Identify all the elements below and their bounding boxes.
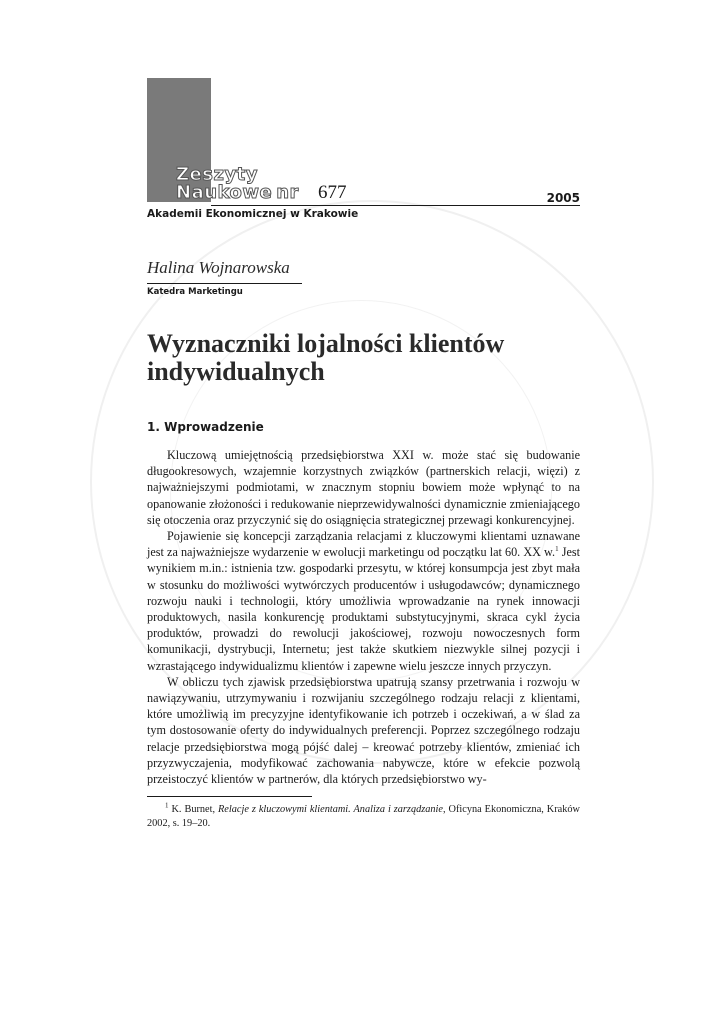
publisher-name: Akademii Ekonomicznej w Krakowie xyxy=(147,208,359,220)
paragraph: W obliczu tych zjawisk przedsiębiorstwa upatrują szansy przetrwania i rozwoju w nawiązywaniu, utrzymywaniu i rozwijaniu szczególnego rodzaju relacji z klientami, które umożliwią im precyzyjne identyfikowanie ich potrzeb i oczekiwań, a w ślad za tym dostosowanie oferty do indywidualnych preferencji. Poprzez szczególnego rodzaju relacje przedsiębiorstwa mogą pójść dalej – kreować potrzeby klientów, zmieniać ich przyzwyczajenia, modyfikować zachowania nabywcze, które w efekcie pozwolą przeistoczyć klientów w partnerów, dla których przedsiębiorstwo wy- xyxy=(147,674,580,787)
footnote-work-title: Relacje z kluczowymi klientami. Analiza i zarządzanie xyxy=(218,804,443,815)
paragraph-part: Pojawienie się koncepcji zarządzania relacjami z kluczowymi klientami uznawane jest za najważniejsze wydarzenie w ewolucji marketingu od początku lat 60. XX w. xyxy=(147,529,580,560)
footnote xyxy=(147,803,580,831)
section-heading: 1. Wprowadzenie xyxy=(147,420,264,434)
series-title-line2 xyxy=(176,182,299,203)
author-divider xyxy=(147,283,302,284)
header-divider xyxy=(211,205,580,206)
series-number: 677 xyxy=(318,182,347,203)
footnote-reference: 1 xyxy=(555,545,559,554)
footnote-marker: 1 xyxy=(165,801,169,810)
series-title-word: Naukowe xyxy=(176,182,273,203)
series-title-line1: Zeszyty xyxy=(176,164,259,185)
article-title: Wyznaczniki lojalności klientów indywidualnych xyxy=(147,329,505,386)
series-nr-label: nr xyxy=(276,182,299,203)
paragraph-part: Jest wynikiem m.in.: istnienia tzw. gospodarki przesytu, w której konsumpcja jest zbyt mała w stosunku do możliwości wytwórczych producentów i usługodawców; dynamicznego rozwoju nauki i technologii, który umożliwia wprowadzanie na rynek innowacji produktowych, nasila konkurencję produktami substytucyjnymi, skraca cykl życia produktów, prowadzi do rewolucji jakościowej, rozwoju nowoczesnych form komunikacji, dystrybucji, Internetu; jest także skutkiem niezwykle silnej pozycji i wzrastającego indywidualizmu klientów i zapewne wielu jeszcze innych przyczyn. xyxy=(147,545,581,673)
footnote-divider xyxy=(147,796,312,797)
footnote-details: , Oficyna Ekonomiczna, Kraków 2002, s. 19–20. xyxy=(147,804,580,829)
department-name: Katedra Marketingu xyxy=(147,287,243,297)
article-body xyxy=(147,447,580,787)
paragraph: Kluczową umiejętnością przedsiębiorstwa XXI w. może stać się budowanie długookresowych, wzajemnie korzystnych związków (partnerskich relacji, więzi) z najważniejszymi podmiotami, w znacznym stopniu bowiem może wpłynąć to na opanowanie złożoności i redukowanie nieprzewidywalności dynamicznie zmieniającego się otoczenia oraz przyczynić się do osiągnięcia strategicznej przewagi konkurencyjnej. xyxy=(147,448,580,527)
publication-year: 2005 xyxy=(546,191,580,205)
paragraph xyxy=(147,528,580,674)
footnote-author: K. Burnet, xyxy=(168,804,219,815)
author-name: Halina Wojnarowska xyxy=(147,258,290,277)
